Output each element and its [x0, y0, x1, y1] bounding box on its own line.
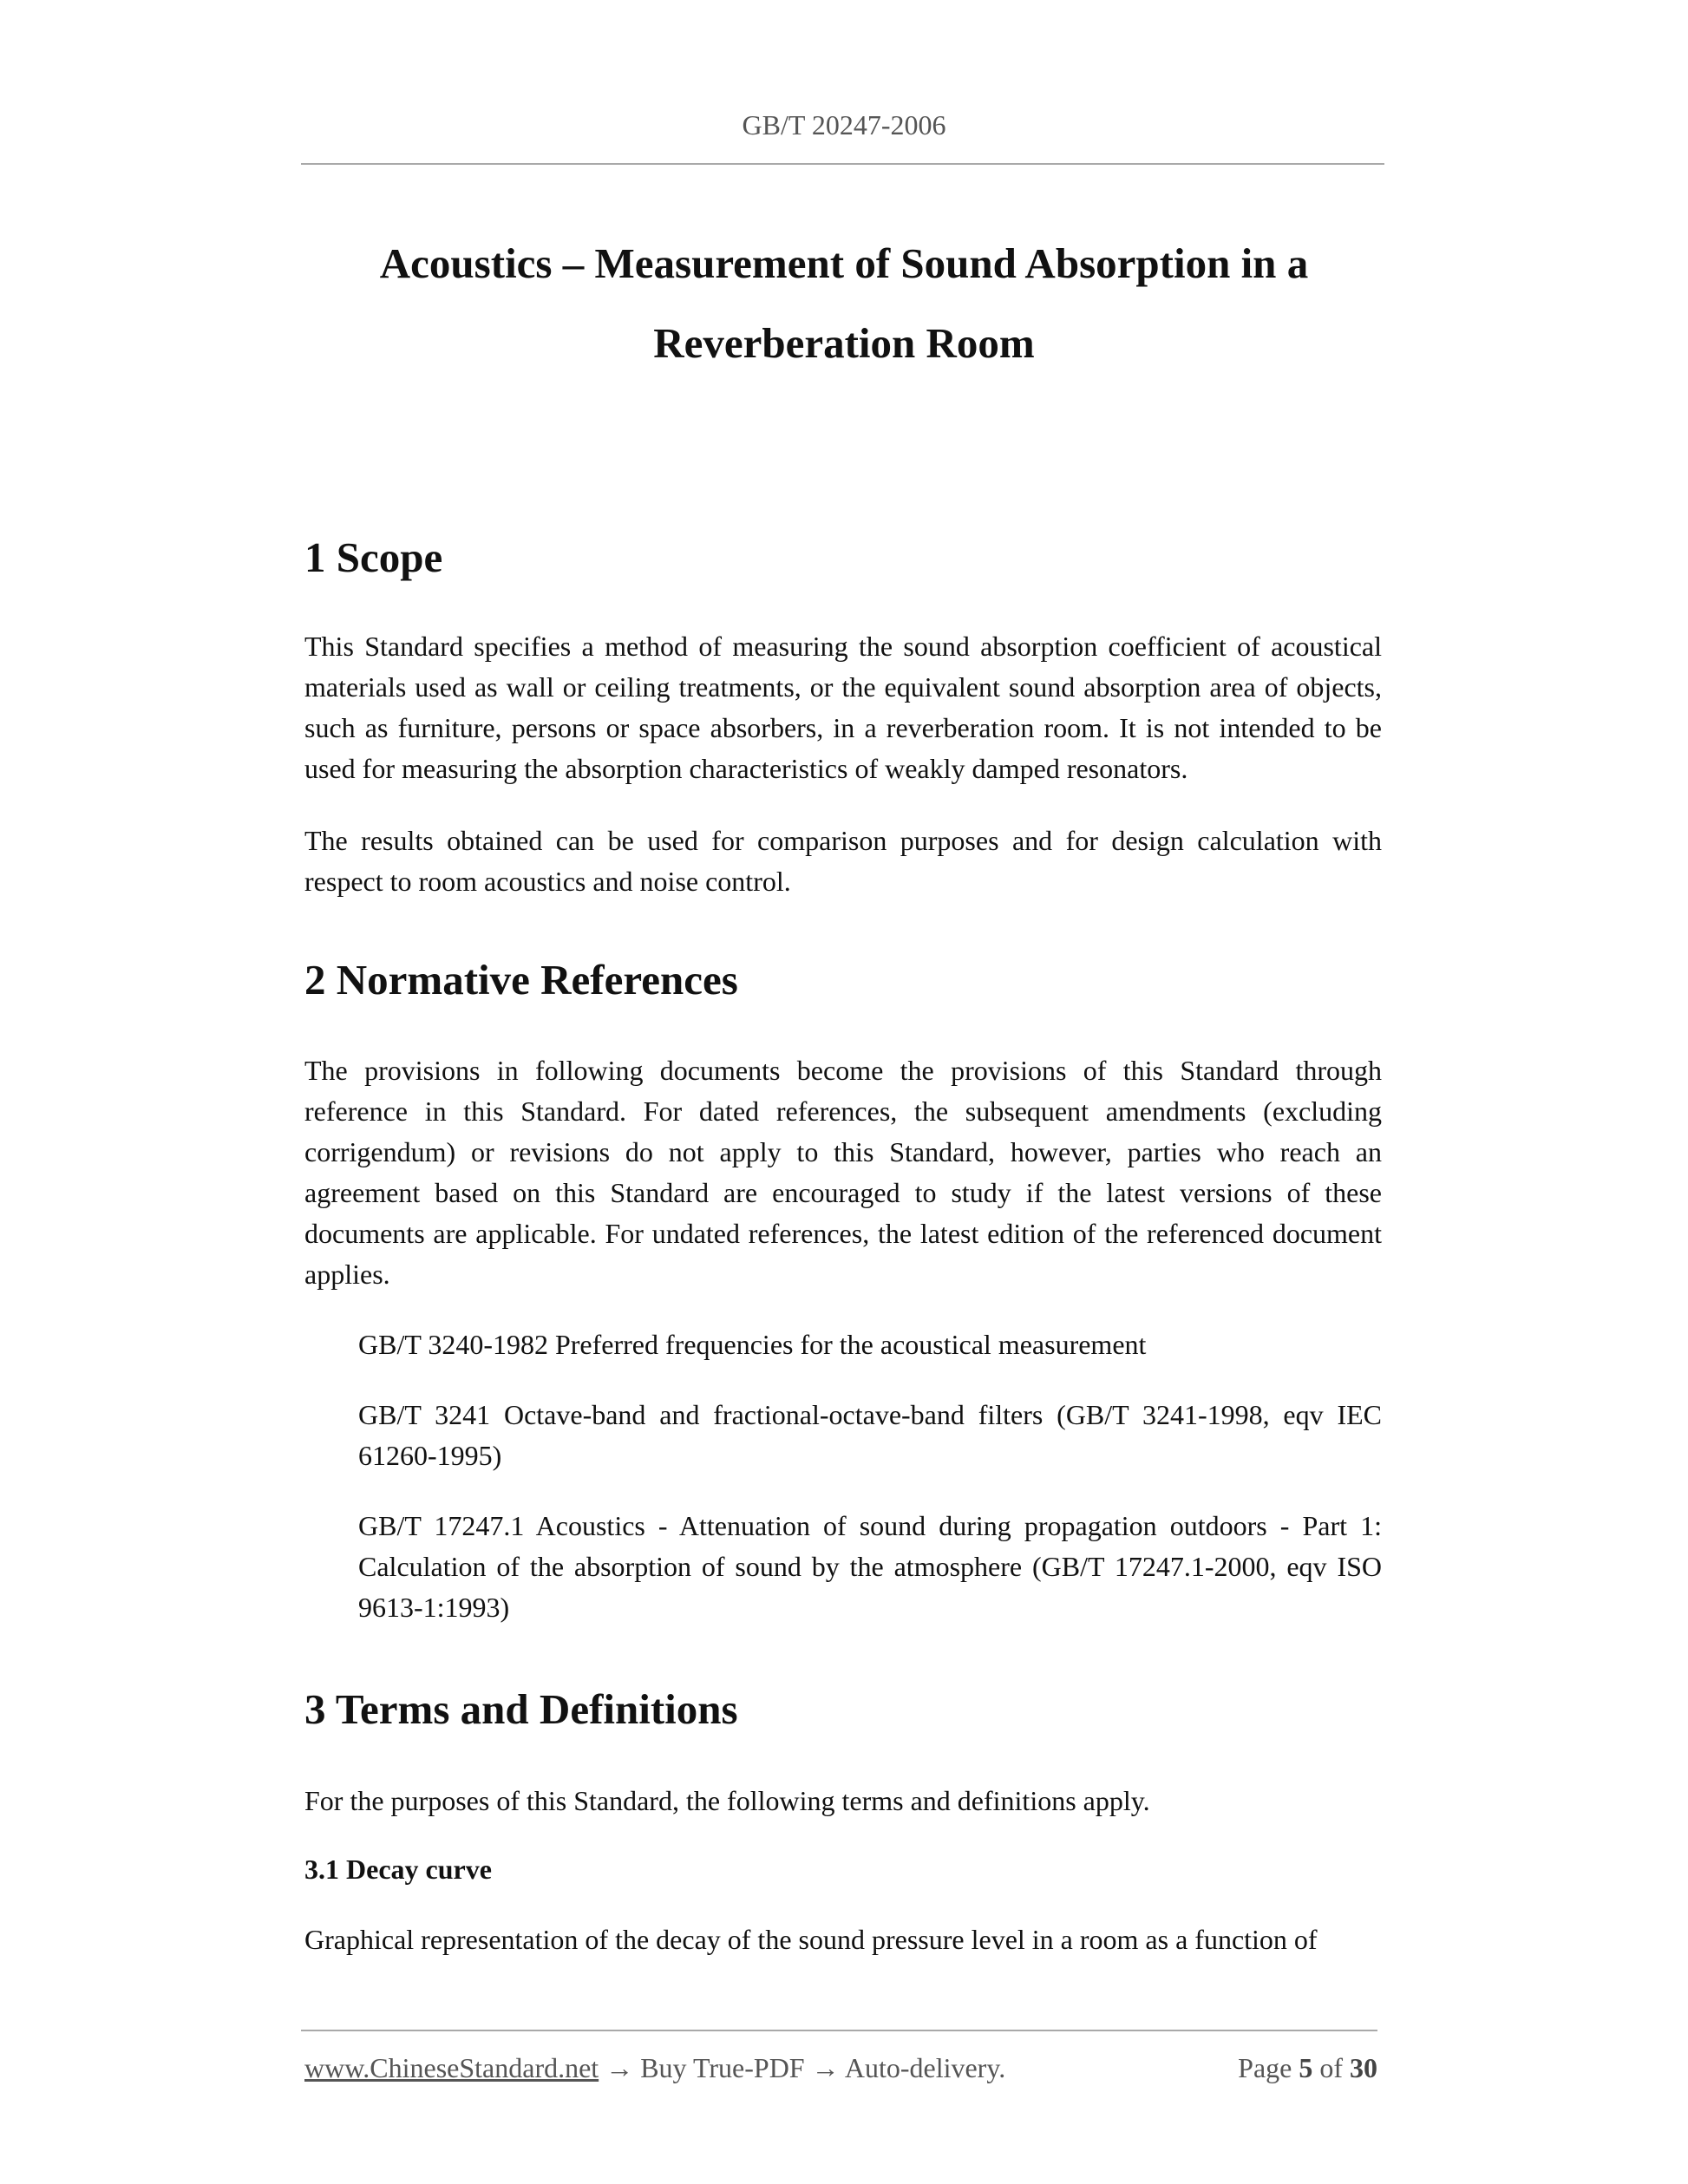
section-heading-terms: 3 Terms and Definitions: [304, 1685, 738, 1733]
scope-paragraph-2: The results obtained can be used for comparison purposes and for design calculation with respect to room acoustics and noise control.: [304, 825, 1382, 897]
subsection-heading-decay-curve: 3.1 Decay curve: [304, 1854, 492, 1885]
of-label: of: [1319, 2052, 1343, 2083]
page-label: Page: [1238, 2052, 1292, 2083]
scope-paragraph-1: This Standard specifies a method of measuring the sound absorption coefficient of acoustical materials used as wall or ceiling treatments, or the equivalent sound absorption area of objects, such as furniture, persons or space absorbers, in a reverberation room. It is not intended to be used for measuring the absorption characteristics of weakly damped resonators.: [304, 631, 1382, 784]
section-heading-scope: 1 Scope: [304, 533, 443, 581]
document-body: [304, 529, 1382, 1960]
page-indicator: [1238, 2050, 1377, 2085]
reference-item: GB/T 17247.1 Acoustics - Attenuation of sound during propagation outdoors - Part 1: Calculation of the absorption of sound by the atmosphere (GB/T 17247.1-2000, eqv ISO 9613-1:1993): [358, 1510, 1382, 1623]
page-footer: [304, 2050, 1377, 2085]
header-divider: [301, 163, 1384, 165]
reference-item: GB/T 3241 Octave-band and fractional-octave-band filters (GB/T 3241-1998, eqv IEC 61260-1995): [358, 1399, 1382, 1471]
title-line-2: Reverberation Room: [653, 319, 1035, 367]
footer-tagline: → Buy True-PDF → Auto-delivery.: [599, 2052, 1006, 2083]
section-heading-normative-references: 2 Normative References: [304, 956, 738, 1004]
decay-curve-definition: Graphical representation of the decay of the sound pressure level in a room as a function of: [304, 1924, 1318, 1955]
title-line-1: Acoustics – Measurement of Sound Absorption in a: [379, 239, 1309, 287]
footer-divider: [301, 2030, 1377, 2031]
references-paragraph: The provisions in following documents become the provisions of this Standard through reference in this Standard. For dated references, the subsequent amendments (excluding corrigendum) or revisions do not apply to this Standard, however, parties who reach an agreement based on this Standard are encouraged to study if the latest versions of these documents are applicable. For undated references, the latest edition of the referenced document applies.: [304, 1055, 1382, 1290]
running-header: GB/T 20247-2006: [742, 109, 946, 141]
website-link[interactable]: www.ChineseStandard.net: [304, 2052, 599, 2083]
reference-item: GB/T 3240-1982 Preferred frequencies for the acoustical measurement: [358, 1329, 1147, 1360]
document-title: [304, 224, 1384, 383]
current-page-number: 5: [1299, 2052, 1313, 2083]
total-pages: 30: [1350, 2052, 1377, 2083]
terms-paragraph: For the purposes of this Standard, the following terms and definitions apply.: [304, 1785, 1150, 1816]
